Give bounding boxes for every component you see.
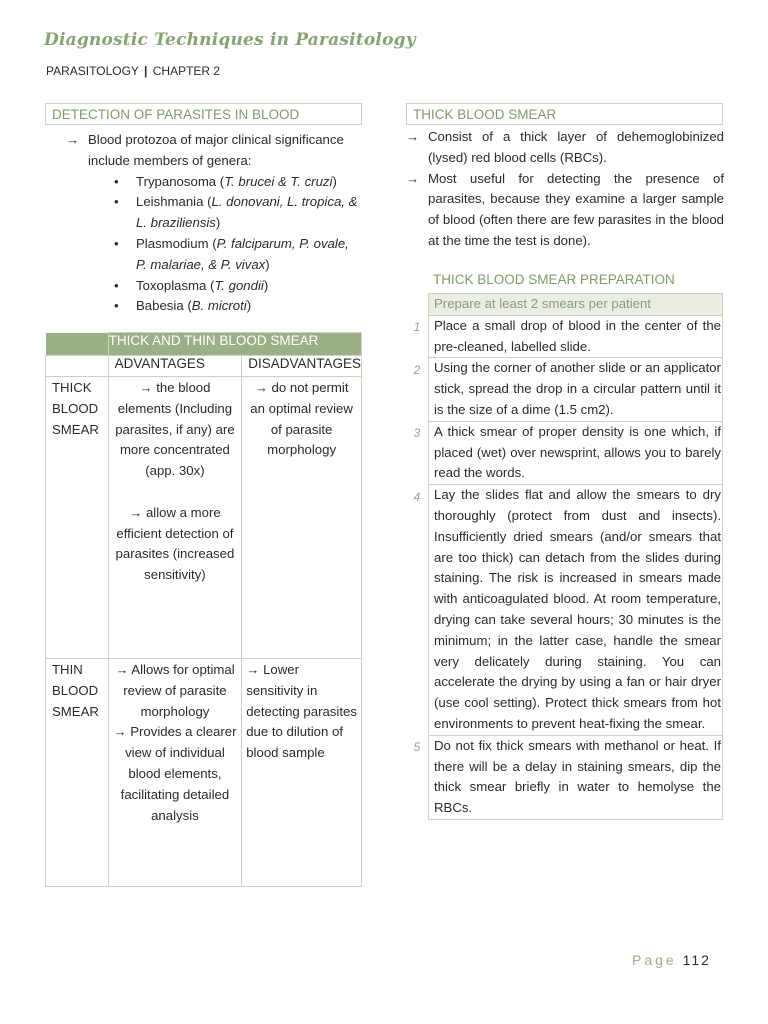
table-row (406, 485, 723, 736)
document-title: Diagnostic Techniques in Parasitology (44, 30, 416, 50)
chapter-line (46, 64, 220, 78)
step-text: Do not fix thick smears with methanol or heat. If there will be a delay in staining smears, dip the thick smear briefly in water to hemolyse the RBCs. (429, 735, 723, 819)
table-row (406, 358, 723, 421)
step-text: Using the corner of another slide or an applicator stick, spread the drop in a circular pattern until it is the size of a dime (1.5 cm2). (429, 358, 723, 421)
prep-header: Prepare at least 2 smears per patient (429, 294, 723, 316)
disadvantage-item: → Lower sensitivity in detecting parasites due to dilution of blood sample (246, 662, 357, 761)
separator: | (144, 64, 148, 78)
advantage-item: → allow a more efficient detection of parasites (increased sensitivity) (115, 504, 235, 583)
col-advantages: ADVANTAGES (108, 356, 242, 377)
genus-species: P. falciparum, P. ovale, P. malariae, & P. vivax (136, 235, 349, 272)
advantage-item: → Allows for optimal review of parasite morphology (115, 662, 235, 719)
prep-title: THICK BLOOD SMEAR PREPARATION (433, 272, 675, 287)
subject-label: PARASITOLOGY (46, 64, 139, 78)
genus-species: T. gondii (214, 277, 264, 293)
arrow-icon: → (406, 129, 420, 144)
table-row (406, 421, 723, 484)
row-label: THICK BLOOD SMEAR (46, 377, 109, 659)
intro-text: Blood protozoa of major clinical significance include members of genera: (88, 132, 344, 168)
thick-smear-points (406, 127, 724, 252)
disadvantages-cell (242, 659, 362, 887)
step-number: 1 (413, 320, 421, 335)
step-text: Lay the slides flat and allow the smears to dry thoroughly (protect from dust and insects). Insufficiently dried smears (and/or smears that are too thick) can detach from the slides during staining. The risk is increased in smears made with anticoagulated blood. At room temperature, drying can take several hours; 30 minutes is the minimum; in the latter case, handle the smear very delicately during staining. You can accelerate the drying by using a fan or hair dryer (use cool setting). Protect thick smears from hot environments to prevent heat-fixing the smear. (429, 485, 723, 736)
step-text: Place a small drop of blood in the center of the pre-cleaned, labelled slide. (429, 315, 723, 358)
blood-detection-section (46, 130, 362, 317)
genus-name: Plasmodium (136, 235, 209, 251)
genus-name: Trypanosoma (136, 173, 217, 189)
genus-name: Leishmania (136, 194, 204, 210)
genus-item: • Babesia (B. microti) (110, 296, 362, 317)
table-row (46, 659, 362, 887)
step-number: 5 (413, 740, 421, 755)
genus-item: • Toxoplasma (T. gondii) (110, 276, 362, 297)
advantages-cell (108, 659, 242, 887)
thick-smear-point (406, 169, 724, 252)
step-number: 2 (413, 362, 421, 377)
advantage-item: → the blood elements (Including parasites, if any) are more concentrated (app. 30x) (115, 380, 235, 479)
point-text: Consist of a thick layer of dehemoglobinized (lysed) red blood cells (RBCs). (428, 129, 724, 165)
section-heading-thick-smear: THICK BLOOD SMEAR (406, 103, 723, 125)
intro-point (46, 130, 362, 172)
arrow-icon: → (66, 132, 80, 147)
steps-list (406, 315, 723, 819)
genus-item: • Plasmodium (P. falciparum, P. ovale, P. malariae, & P. vivax) (110, 234, 362, 276)
genus-item: • Trypanosoma (T. brucei & T. cruzi) (110, 172, 362, 193)
disadvantage-item: → do not permit an optimal review of parasite morphology (250, 380, 353, 458)
disadvantages-cell (242, 377, 362, 659)
row-label: THIN BLOOD SMEAR (46, 659, 109, 887)
page-number: 112 (682, 952, 711, 968)
table-row (406, 735, 723, 819)
preparation-table (406, 293, 723, 820)
point-text: Most useful for detecting the presence of parasites, because they examine a larger sample of blood (often there are few parasites in the blood at the time the test is done). (428, 170, 724, 248)
step-text: A thick smear of proper density is one which, if placed (wet) over newsprint, allows you to barely read the words. (429, 421, 723, 484)
advantage-item: → Provides a clearer view of individual blood elements, facilitating detailed analysis (113, 724, 237, 823)
chapter-label: CHAPTER 2 (152, 64, 221, 78)
genus-species: B. microti (191, 298, 247, 314)
section-heading-blood-detection: DETECTION OF PARASITES IN BLOOD (45, 103, 362, 125)
genus-species: L. donovani, L. tropica, & L. braziliensis (136, 194, 358, 231)
genus-name: Toxoplasma (136, 277, 207, 293)
advantages-cell (108, 377, 242, 659)
step-number: 3 (413, 426, 421, 441)
comparison-table (45, 332, 362, 887)
table-row (46, 377, 362, 659)
col-disadvantages: DISADVANTAGES (242, 356, 362, 377)
comparison-title: THICK AND THIN BLOOD SMEAR (108, 333, 361, 356)
step-number: 4 (413, 489, 421, 504)
page-footer (632, 952, 711, 968)
genus-item: • Leishmania (L. donovani, L. tropica, & L. braziliensis) (110, 192, 362, 234)
empty-corner (46, 356, 109, 377)
table-row (406, 315, 723, 358)
arrow-icon: → (406, 170, 420, 186)
page-word: Page (632, 952, 677, 968)
genus-species: T. brucei & T. cruzi (224, 173, 333, 189)
genera-list (46, 172, 362, 318)
thick-smear-point (406, 127, 724, 169)
genus-name: Babesia (136, 298, 184, 314)
